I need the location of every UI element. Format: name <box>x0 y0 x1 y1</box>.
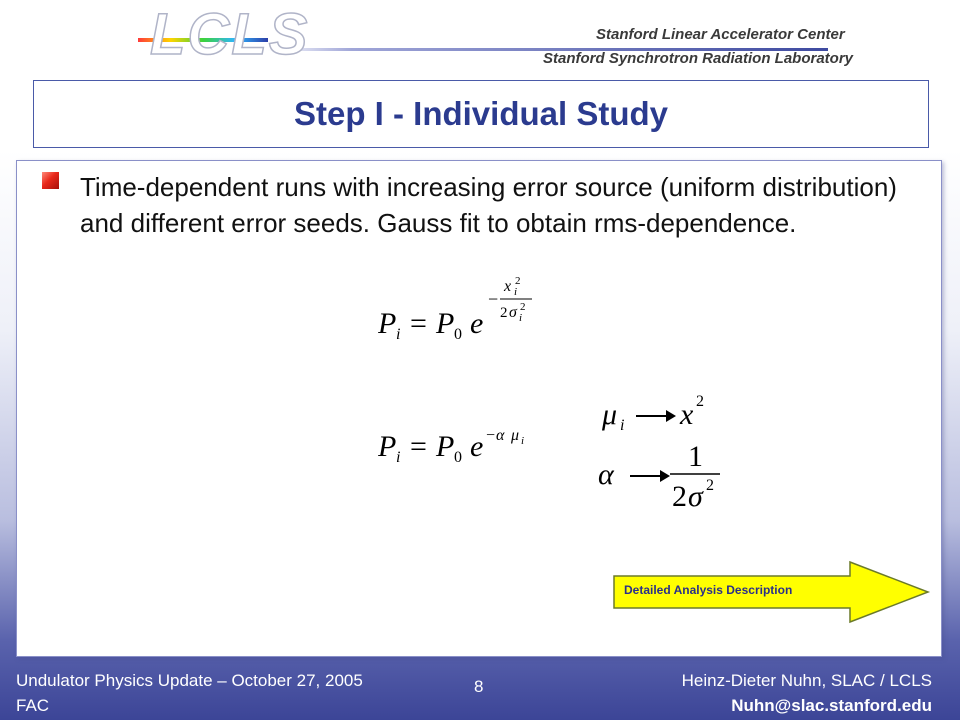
svg-text:P: P <box>436 430 455 463</box>
svg-text:−: − <box>486 427 496 444</box>
slide-title: Step I - Individual Study <box>293 95 669 132</box>
svg-text:2: 2 <box>672 480 687 513</box>
svg-text:i: i <box>521 435 525 447</box>
footer-author: Heinz-Dieter Nuhn, SLAC / LCLS <box>681 671 932 690</box>
detailed-analysis-arrow-button[interactable] <box>612 560 932 624</box>
svg-text:2: 2 <box>500 305 508 321</box>
svg-text:1: 1 <box>688 440 703 473</box>
svg-text:i: i <box>620 417 625 434</box>
footer-email-link[interactable]: Nuhn@slac.stanford.edu <box>731 696 932 715</box>
detailed-analysis-link[interactable]: Detailed Analysis Description <box>624 583 793 597</box>
svg-text:e: e <box>470 307 484 340</box>
svg-text:P: P <box>378 430 397 463</box>
svg-text:2: 2 <box>696 393 704 410</box>
svg-text:i: i <box>396 326 401 343</box>
svg-text:i: i <box>519 312 523 324</box>
svg-text:μ: μ <box>511 427 520 444</box>
svg-text:P: P <box>436 307 455 340</box>
footer-event: Undulator Physics Update – October 27, 2005 <box>16 671 363 690</box>
alpha-mapping-equation <box>596 436 726 516</box>
slide-header <box>0 0 960 78</box>
svg-text:α: α <box>598 458 614 491</box>
svg-text:σ: σ <box>688 480 703 513</box>
svg-text:=: = <box>410 430 427 463</box>
svg-text:i: i <box>514 286 518 298</box>
svg-text:e: e <box>470 430 484 463</box>
footer-right <box>682 668 932 718</box>
footer-committee: FAC <box>16 696 50 715</box>
svg-text:α: α <box>496 427 505 444</box>
footer-left <box>16 668 363 718</box>
svg-text:2: 2 <box>515 275 521 287</box>
title-box <box>33 80 929 148</box>
svg-text:0: 0 <box>454 326 462 343</box>
svg-text:=: = <box>410 307 427 340</box>
svg-text:x: x <box>680 398 694 431</box>
org-line-slac: Stanford Linear Accelerator Center <box>596 26 845 43</box>
svg-text:2: 2 <box>706 477 714 494</box>
svg-text:LCLS: LCLS <box>150 4 310 66</box>
svg-text:−: − <box>488 289 499 309</box>
org-line-ssrl: Stanford Synchrotron Radiation Laboratory <box>543 50 854 67</box>
svg-text:P: P <box>378 307 397 340</box>
page-number: 8 <box>474 677 484 696</box>
svg-text:σ: σ <box>509 304 517 321</box>
mu-mapping-equation <box>596 390 716 434</box>
svg-text:0: 0 <box>454 449 462 466</box>
gauss-fit-equation <box>378 271 548 351</box>
svg-text:i: i <box>396 449 401 466</box>
svg-text:x: x <box>504 278 512 295</box>
bullet-square-icon <box>42 172 59 189</box>
svg-text:2: 2 <box>520 301 526 313</box>
bullet-text: Time-dependent runs with increasing error source (uniform distribution) and different error seeds. Gauss fit to obtain rms-dependence. <box>80 172 897 238</box>
exponential-fit-equation <box>378 418 548 468</box>
svg-text:μ: μ <box>602 398 618 431</box>
